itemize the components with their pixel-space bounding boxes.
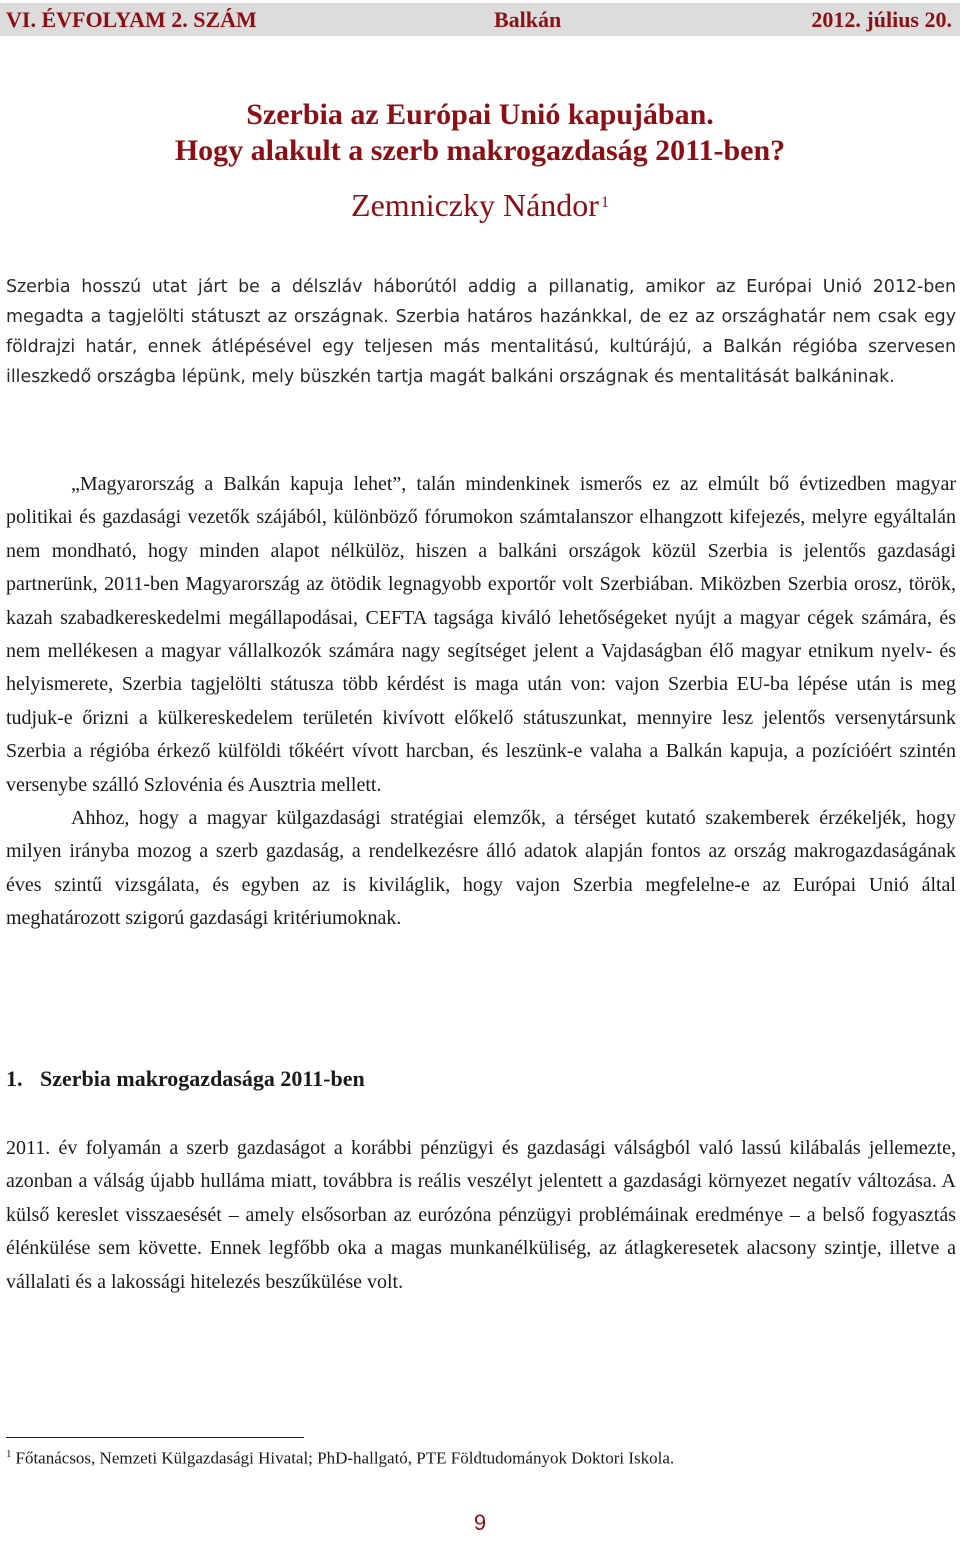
footnote-mark: 1 <box>6 1448 12 1460</box>
section-body <box>6 1132 956 1299</box>
article-body <box>6 468 956 936</box>
author-footnote-mark[interactable]: 1 <box>600 194 609 211</box>
article-author <box>0 187 960 223</box>
article-title-line-1: Szerbia az Európai Unió kapujában. <box>246 98 714 131</box>
section-number: 1. <box>6 1066 23 1091</box>
article-title-block <box>0 97 960 223</box>
article-intro <box>6 272 956 392</box>
header-date: 2012. július 20. <box>811 6 952 32</box>
author-name: Zemniczky Nándor <box>351 187 599 223</box>
body-paragraph-1: „Magyarország a Balkán kapuja lehet”, talán mindenkinek ismerős ez az elmúlt bő évtizedben magyar politikai és gazdasági vezetők szájából, különböző fórumokon számtalanszor elhangzott kifejezés, melyre egyáltalán nem mondható, hogy minden alapot nélkülöz, hiszen a balkáni országok közül Szerbia is jelentős gazdasági partnerünk, 2011-ben Magyarország az ötödik legnagyobb exportőr volt Szerbiában. Miközben Szerbia orosz, török, kazah szabadkereskedelmi megállapodásai, CEFTA tagsága kiváló lehetőségeket nyújt a magyar cégek számára, és nem mellékesen a magyar vállalkozók számára nagy segítséget jelent a Vajdaságban élő magyar etnikum nyelv- és helyismerete, Szerbia tagjelölti státusza több kérdést is maga után von: vajon Szerbia EU-ba lépése után is meg tudjuk-e őrizni a külkereskedelem területén kivívott előkelő státuszunkat, mennyire lesz jelentős versenytársunk Szerbia a régióba érkező külföldi tőkéért vívott harcban, és leszünk-e valaha a Balkán kapuja, a pozícióért szintén versenybe szálló Szlovénia és Ausztria mellett. <box>6 473 956 796</box>
footnote-text: Főtanácsos, Nemzeti Külgazdasági Hivatal; PhD-hallgató, PTE Földtudományok Doktori Iskola. <box>15 1448 675 1468</box>
article-title-line-2: Hogy alakult a szerb makrogazdaság 2011-ben? <box>174 134 786 167</box>
journal-header <box>0 3 960 36</box>
footnote-divider <box>6 1437 304 1438</box>
header-section: Balkán <box>494 6 562 32</box>
page-number: 9 <box>473 1510 487 1535</box>
section-heading <box>6 1066 365 1092</box>
intro-paragraph: Szerbia hosszú utat járt be a délszláv háborútól addig a pillanatig, amikor az Európai Unió 2012-ben megadta a tagjelölti státuszt az országnak. Szerbia határos hazánkkal, de ez az országhatár nem csak egy földrajzi határ, ennek átlépésével egy teljesen más mentalitású, kultúrájú, a Balkán régióba szervesen illeszkedő országba lépünk, mely büszkén tartja magát balkáni országnak és mentalitását balkáninak. <box>6 277 956 387</box>
footnote <box>6 1448 674 1469</box>
section-paragraph: 2011. év folyamán a szerb gazdaságot a korábbi pénzügyi és gazdasági válságból való lassú kilábalás jellemezte, azonban a válság újabb hulláma miatt, továbbra is reális veszélyt jelentett a gazdasági környezet negatív változása. A külső kereslet visszaesését – amely elsősorban az eurózóna pénzügyi problémáinak eredménye – a belső fogyasztás élénkülése sem követte. Ennek legfőbb oka a magas munkanélküliség, az átlagkeresetek alacsony szintje, illetve a vállalati és a lakossági hitelezés beszűkülése volt. <box>6 1137 956 1293</box>
header-volume: VI. ÉVFOLYAM 2. SZÁM <box>6 6 257 32</box>
body-paragraph-2: Ahhoz, hogy a magyar külgazdasági stratégiai elemzők, a térséget kutató szakemberek érzékeljék, hogy milyen irányba mozog a szerb gazdaság, a rendelkezésre álló adatok alapján fontos az ország makrogazdaságának éves szintű vizsgálata, és egyben az is kiviláglik, hogy vajon Szerbia megfelelne-e az Európai Unió által meghatározott szigorú gazdasági kritériumoknak. <box>6 807 956 930</box>
section-title: Szerbia makrogazdasága 2011-ben <box>40 1066 365 1091</box>
